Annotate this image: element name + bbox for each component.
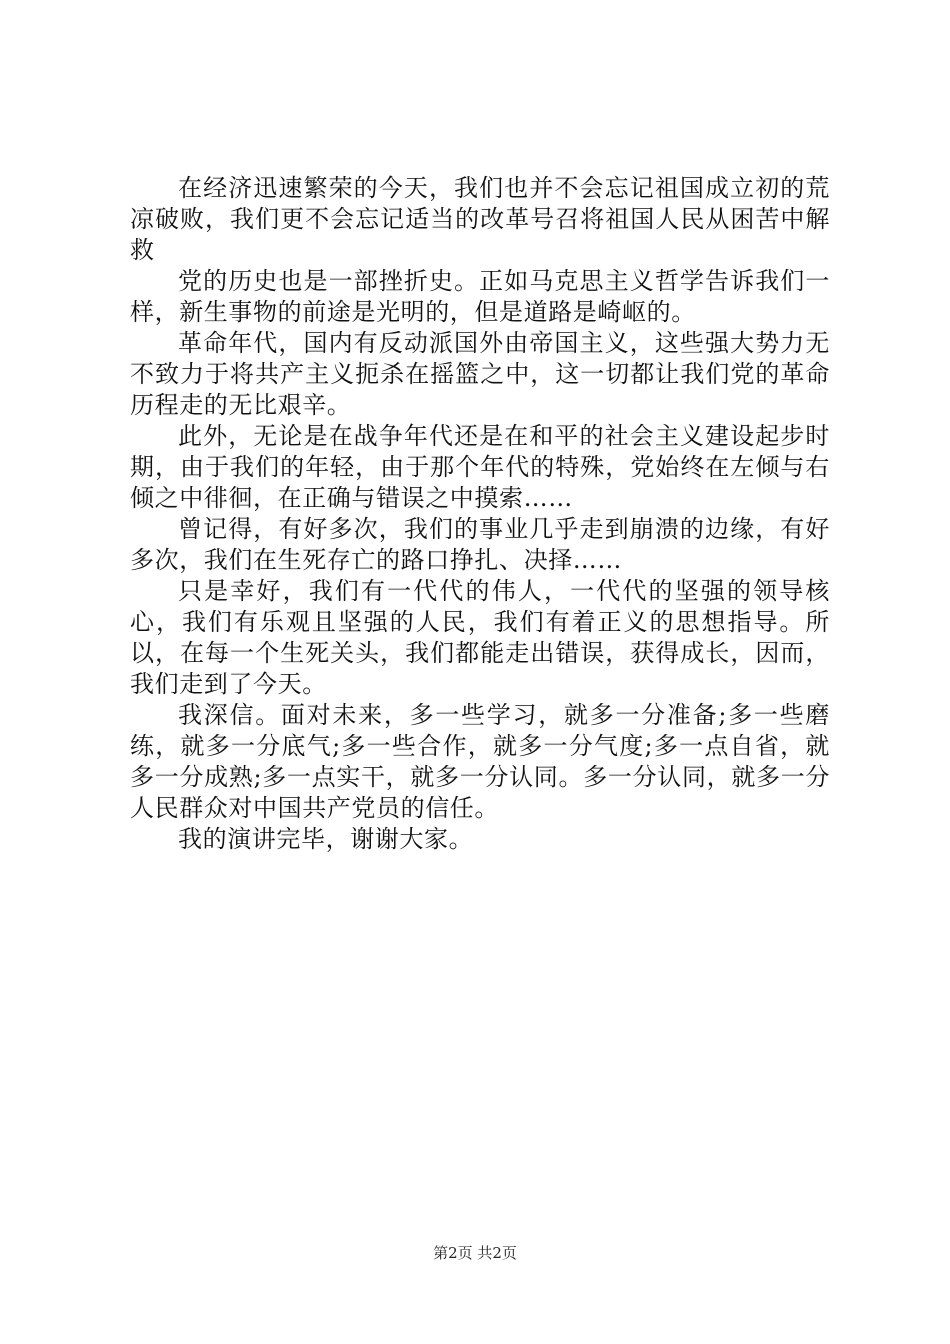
paragraph-1: 在经济迅速繁荣的今天，我们也并不会忘记祖国成立初的荒凉破败，我们更不会忘记适当的改革号召将祖国人民从困苦中解救 <box>130 174 830 264</box>
paragraph-7: 我深信。面对未来，多一些学习，就多一分准备;多一些磨练，就多一分底气;多一些合作，就多一分气度;多一点自省，就多一分成熟;多一点实干，就多一分认同。多一分认同，就多一分人民群众对中国共产党员的信任。 <box>130 701 830 822</box>
page-footer: 第2页 共2页 <box>433 1244 517 1262</box>
paragraph-3: 革命年代，国内有反动派国外由帝国主义，这些强大势力无不致力于将共产主义扼杀在摇篮之中，这一切都让我们党的革命历程走的无比艰辛。 <box>130 329 830 419</box>
paragraph-8: 我的演讲完毕，谢谢大家。 <box>178 825 474 853</box>
paragraph-4: 此外，无论是在战争年代还是在和平的社会主义建设起步时期，由于我们的年轻，由于那个年代的特殊，党始终在左倾与右倾之中徘徊，在正确与错误之中摸索…… <box>130 422 830 512</box>
paragraph-6: 只是幸好，我们有一代代的伟人，一代代的坚强的领导核心，我们有乐观且坚强的人民，我们有着正义的思想指导。所以，在每一个生死关头，我们都能走出错误，获得成长，因而，我们走到了今天。 <box>130 577 830 698</box>
document-body <box>130 173 830 855</box>
paragraph-5: 曾记得，有好多次，我们的事业几乎走到崩溃的边缘，有好多次，我们在生死存亡的路口挣扎、决择…… <box>130 515 830 574</box>
paragraph-2: 党的历史也是一部挫折史。正如马克思主义哲学告诉我们一样，新生事物的前途是光明的，但是道路是崎岖的。 <box>130 267 830 326</box>
